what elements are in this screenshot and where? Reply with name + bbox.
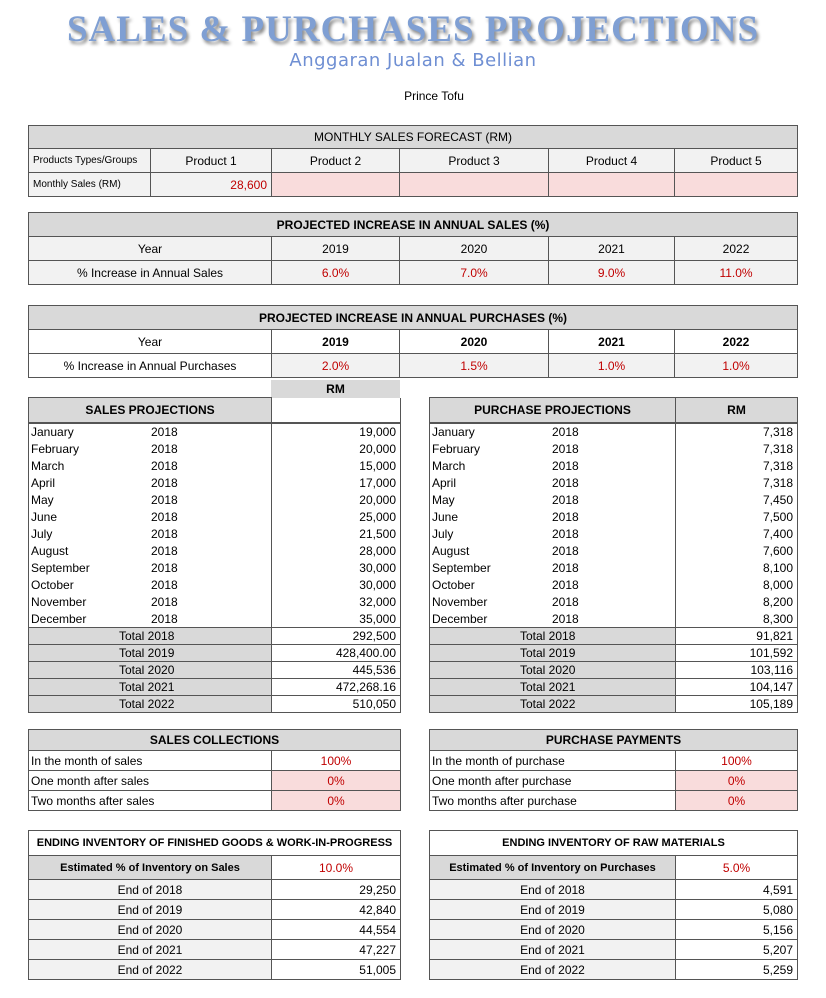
month-label: January xyxy=(31,425,74,440)
inventory-fg-estimate-input[interactable]: 10.0% xyxy=(272,856,401,880)
month-label: May xyxy=(31,493,54,507)
year-label: Year xyxy=(29,237,272,261)
row-value: 5,080 xyxy=(676,900,798,920)
row-label: End of 2019 xyxy=(29,900,272,920)
table-row xyxy=(29,543,401,560)
year-label: 2018 xyxy=(151,578,178,592)
year-header: 2019 xyxy=(272,237,400,261)
total-label: Total 2022 xyxy=(29,696,272,713)
purchase-increase-heading: PROJECTED INCREASE IN ANNUAL PURCHASES (%) xyxy=(29,306,798,330)
row-label: End of 2018 xyxy=(430,880,676,900)
month-label: October xyxy=(31,578,74,592)
monthly-sales-input[interactable] xyxy=(400,173,549,197)
month-cell xyxy=(29,543,272,560)
month-label: November xyxy=(31,595,87,609)
month-label: September xyxy=(31,561,90,575)
table-row xyxy=(430,594,798,611)
year-label: 2018 xyxy=(151,561,178,575)
percentage-input[interactable]: 0% xyxy=(676,791,798,811)
total-row xyxy=(430,696,798,713)
table-row xyxy=(430,920,798,940)
table-row xyxy=(430,751,798,771)
table-row xyxy=(430,560,798,577)
month-cell xyxy=(29,509,272,526)
year-label: 2018 xyxy=(552,442,579,456)
monthly-sales-label: Monthly Sales (RM) xyxy=(29,173,151,197)
year-label: 2018 xyxy=(151,442,178,456)
percentage-input[interactable]: 0% xyxy=(676,771,798,791)
row-label: End of 2022 xyxy=(29,960,272,980)
product-header: Product 2 xyxy=(272,149,400,173)
year-header: 2022 xyxy=(675,330,798,354)
total-label: Total 2020 xyxy=(430,662,676,679)
table-row xyxy=(430,611,798,628)
month-value: 7,600 xyxy=(676,543,798,560)
row-value: 4,591 xyxy=(676,880,798,900)
month-value: 7,500 xyxy=(676,509,798,526)
row-label: End of 2020 xyxy=(430,920,676,940)
month-cell xyxy=(29,560,272,577)
page-subtitle: Anggaran Jualan & Bellian xyxy=(289,50,537,71)
total-row xyxy=(430,628,798,645)
row-label: End of 2021 xyxy=(430,940,676,960)
month-cell xyxy=(430,543,676,560)
month-value: 30,000 xyxy=(272,560,401,577)
inventory-rm-estimate-label: Estimated % of Inventory on Purchases xyxy=(430,856,676,880)
table-row xyxy=(430,940,798,960)
table-row xyxy=(430,526,798,543)
product-header: Product 1 xyxy=(151,149,272,173)
year-label: 2018 xyxy=(552,476,579,490)
row-label: End of 2020 xyxy=(29,920,272,940)
table-row xyxy=(29,475,401,492)
row-label: One month after sales xyxy=(29,771,272,791)
month-cell xyxy=(430,594,676,611)
month-cell xyxy=(29,526,272,543)
year-label: 2018 xyxy=(552,527,579,541)
row-label: In the month of purchase xyxy=(430,751,676,771)
year-header: 2020 xyxy=(400,237,549,261)
year-label: 2018 xyxy=(552,595,579,609)
total-row xyxy=(430,645,798,662)
total-row xyxy=(430,662,798,679)
year-header: 2019 xyxy=(272,330,400,354)
table-row xyxy=(430,424,798,441)
month-value: 20,000 xyxy=(272,492,401,509)
monthly-sales-input[interactable] xyxy=(272,173,400,197)
month-cell xyxy=(430,509,676,526)
year-label: 2018 xyxy=(552,544,579,558)
sales-increase-label: % Increase in Annual Sales xyxy=(29,261,272,285)
row-label: End of 2018 xyxy=(29,880,272,900)
sales-projections-heading: SALES PROJECTIONS xyxy=(29,398,272,423)
row-label: End of 2021 xyxy=(29,940,272,960)
table-row xyxy=(29,940,401,960)
month-label: September xyxy=(432,561,491,575)
month-label: January xyxy=(432,425,475,440)
month-cell xyxy=(430,611,676,628)
month-cell xyxy=(29,424,272,441)
inventory-fg-estimate-label: Estimated % of Inventory on Sales xyxy=(29,856,272,880)
month-cell xyxy=(29,577,272,594)
month-value: 32,000 xyxy=(272,594,401,611)
sales-increase-table xyxy=(28,212,798,285)
month-cell xyxy=(29,458,272,475)
total-row xyxy=(29,628,401,645)
month-label: July xyxy=(31,527,53,541)
year-label: 2018 xyxy=(552,578,579,592)
sales-increase-input[interactable]: 7.0% xyxy=(400,261,549,285)
year-label: 2018 xyxy=(552,425,579,440)
inventory-fg-table xyxy=(28,830,401,980)
total-value: 103,116 xyxy=(676,662,798,679)
total-value: 105,189 xyxy=(676,696,798,713)
total-value: 292,500 xyxy=(272,628,401,645)
row-value: 51,005 xyxy=(272,960,401,980)
total-value: 472,268.16 xyxy=(272,679,401,696)
table-row xyxy=(29,960,401,980)
sales-unit-label: RM xyxy=(271,380,400,398)
table-row xyxy=(430,543,798,560)
products-types-label: Products Types/Groups xyxy=(29,149,151,173)
table-row xyxy=(29,509,401,526)
month-value: 8,200 xyxy=(676,594,798,611)
monthly-sales-input[interactable] xyxy=(549,173,675,197)
purchase-projections-heading: PURCHASE PROJECTIONS xyxy=(430,398,676,423)
table-row xyxy=(29,751,401,771)
sales-increase-input[interactable]: 6.0% xyxy=(272,261,400,285)
row-value: 5,156 xyxy=(676,920,798,940)
month-value: 20,000 xyxy=(272,441,401,458)
total-label: Total 2018 xyxy=(29,628,272,645)
total-label: Total 2021 xyxy=(430,679,676,696)
sales-projections-table xyxy=(28,397,401,713)
table-row xyxy=(430,900,798,920)
table-row xyxy=(430,492,798,509)
month-value: 30,000 xyxy=(272,577,401,594)
sales-unit-cell xyxy=(272,398,401,423)
year-label: 2018 xyxy=(151,611,178,626)
month-label: June xyxy=(432,510,459,524)
total-label: Total 2022 xyxy=(430,696,676,713)
month-cell xyxy=(29,441,272,458)
total-value: 428,400.00 xyxy=(272,645,401,662)
year-label: 2018 xyxy=(151,527,178,541)
month-value: 8,000 xyxy=(676,577,798,594)
row-label: End of 2019 xyxy=(430,900,676,920)
sales-collections-heading: SALES COLLECTIONS xyxy=(29,730,401,751)
month-label: March xyxy=(432,459,466,473)
year-label: 2018 xyxy=(151,425,178,440)
row-label: One month after purchase xyxy=(430,771,676,791)
total-row xyxy=(29,679,401,696)
year-header: 2021 xyxy=(549,237,675,261)
month-label: May xyxy=(432,493,455,507)
purchase-increase-input[interactable]: 1.0% xyxy=(549,354,675,378)
row-value: 47,227 xyxy=(272,940,401,960)
company-name: Prince Tofu xyxy=(404,89,464,103)
monthly-sales-input[interactable] xyxy=(675,173,798,197)
month-value: 25,000 xyxy=(272,509,401,526)
table-row xyxy=(29,771,401,791)
month-value: 7,318 xyxy=(676,475,798,492)
month-value: 35,000 xyxy=(272,611,401,628)
table-row xyxy=(29,791,401,811)
product-header: Product 3 xyxy=(400,149,549,173)
sales-increase-input[interactable]: 9.0% xyxy=(549,261,675,285)
month-label: April xyxy=(31,476,56,490)
percentage-input[interactable]: 0% xyxy=(272,791,401,811)
table-row xyxy=(430,458,798,475)
year-label: 2018 xyxy=(552,510,579,524)
product-header: Product 5 xyxy=(675,149,798,173)
table-row xyxy=(29,577,401,594)
purchase-payments-table xyxy=(429,729,798,811)
month-value: 17,000 xyxy=(272,475,401,492)
month-cell xyxy=(430,424,676,441)
month-cell xyxy=(430,492,676,509)
purchase-increase-input[interactable]: 2.0% xyxy=(272,354,400,378)
total-label: Total 2020 xyxy=(29,662,272,679)
month-label: December xyxy=(432,611,488,626)
monthly-forecast-heading: MONTHLY SALES FORECAST (RM) xyxy=(29,126,798,149)
total-label: Total 2019 xyxy=(29,645,272,662)
row-value: 42,840 xyxy=(272,900,401,920)
year-label: 2018 xyxy=(552,459,579,473)
month-cell xyxy=(430,577,676,594)
table-row xyxy=(29,526,401,543)
month-value: 7,318 xyxy=(676,441,798,458)
month-label: June xyxy=(31,510,58,524)
month-value: 8,300 xyxy=(676,611,798,628)
table-row xyxy=(430,509,798,526)
table-row xyxy=(430,441,798,458)
month-label: November xyxy=(432,595,488,609)
total-value: 510,050 xyxy=(272,696,401,713)
year-label: Year xyxy=(29,330,272,354)
month-value: 19,000 xyxy=(272,424,401,441)
year-label: 2018 xyxy=(151,493,178,507)
month-label: February xyxy=(432,442,481,456)
table-row xyxy=(29,560,401,577)
month-value: 21,500 xyxy=(272,526,401,543)
purchase-projections-table xyxy=(429,397,798,713)
month-value: 7,400 xyxy=(676,526,798,543)
year-header: 2022 xyxy=(675,237,798,261)
month-label: April xyxy=(432,476,457,490)
year-label: 2018 xyxy=(151,595,178,609)
month-cell xyxy=(29,475,272,492)
month-label: February xyxy=(31,442,80,456)
purchase-increase-label: % Increase in Annual Purchases xyxy=(29,354,272,378)
total-value: 101,592 xyxy=(676,645,798,662)
purchase-payments-heading: PURCHASE PAYMENTS xyxy=(430,730,798,751)
table-row xyxy=(430,791,798,811)
year-header: 2021 xyxy=(549,330,675,354)
sales-increase-heading: PROJECTED INCREASE IN ANNUAL SALES (%) xyxy=(29,213,798,237)
total-row xyxy=(29,662,401,679)
product-header: Product 4 xyxy=(549,149,675,173)
monthly-sales-input[interactable]: 28,600 xyxy=(151,173,272,197)
month-cell xyxy=(430,526,676,543)
month-value: 7,318 xyxy=(676,424,798,441)
month-cell xyxy=(430,441,676,458)
month-cell xyxy=(430,560,676,577)
table-row xyxy=(29,880,401,900)
month-cell xyxy=(29,492,272,509)
month-value: 28,000 xyxy=(272,543,401,560)
month-label: October xyxy=(432,578,475,592)
total-row xyxy=(29,645,401,662)
month-cell xyxy=(29,594,272,611)
monthly-sales-forecast-table xyxy=(28,125,798,197)
table-row xyxy=(29,611,401,628)
month-cell xyxy=(430,458,676,475)
year-label: 2018 xyxy=(552,561,579,575)
table-row xyxy=(29,920,401,940)
purchase-increase-input[interactable]: 1.0% xyxy=(675,354,798,378)
page-title: SALES & PURCHASES PROJECTIONS xyxy=(66,9,760,50)
table-row xyxy=(29,424,401,441)
month-label: August xyxy=(432,544,470,558)
year-label: 2018 xyxy=(151,459,178,473)
month-label: December xyxy=(31,611,87,626)
table-row xyxy=(29,458,401,475)
inventory-rm-table xyxy=(429,830,798,980)
table-row xyxy=(430,880,798,900)
table-row xyxy=(430,577,798,594)
month-label: August xyxy=(31,544,69,558)
table-row xyxy=(430,475,798,492)
year-label: 2018 xyxy=(151,544,178,558)
purchase-unit-label: RM xyxy=(676,398,798,423)
month-cell xyxy=(430,475,676,492)
row-label: Two months after sales xyxy=(29,791,272,811)
inventory-rm-heading: ENDING INVENTORY OF RAW MATERIALS xyxy=(430,831,798,856)
table-row xyxy=(430,960,798,980)
total-label: Total 2019 xyxy=(430,645,676,662)
table-row xyxy=(29,900,401,920)
table-row xyxy=(29,441,401,458)
sales-collections-table xyxy=(28,729,401,811)
year-header: 2020 xyxy=(400,330,549,354)
inventory-rm-estimate-input[interactable]: 5.0% xyxy=(676,856,798,880)
year-label: 2018 xyxy=(552,611,579,626)
total-value: 445,536 xyxy=(272,662,401,679)
total-row xyxy=(29,696,401,713)
row-label: In the month of sales xyxy=(29,751,272,771)
year-label: 2018 xyxy=(552,493,579,507)
month-cell xyxy=(29,611,272,628)
table-row xyxy=(430,771,798,791)
year-label: 2018 xyxy=(151,510,178,524)
percentage-input[interactable]: 0% xyxy=(272,771,401,791)
row-label: Two months after purchase xyxy=(430,791,676,811)
month-label: March xyxy=(31,459,65,473)
year-label: 2018 xyxy=(151,476,178,490)
sales-increase-input[interactable]: 11.0% xyxy=(675,261,798,285)
percentage-input[interactable]: 100% xyxy=(676,751,798,771)
total-value: 104,147 xyxy=(676,679,798,696)
total-label: Total 2021 xyxy=(29,679,272,696)
row-value: 5,259 xyxy=(676,960,798,980)
month-value: 15,000 xyxy=(272,458,401,475)
table-row xyxy=(29,594,401,611)
table-row xyxy=(29,492,401,509)
purchase-increase-table xyxy=(28,305,798,378)
purchase-increase-input[interactable]: 1.5% xyxy=(400,354,549,378)
total-value: 91,821 xyxy=(676,628,798,645)
percentage-input[interactable]: 100% xyxy=(272,751,401,771)
total-label: Total 2018 xyxy=(430,628,676,645)
month-value: 8,100 xyxy=(676,560,798,577)
row-value: 5,207 xyxy=(676,940,798,960)
month-value: 7,318 xyxy=(676,458,798,475)
total-row xyxy=(430,679,798,696)
row-value: 29,250 xyxy=(272,880,401,900)
month-value: 7,450 xyxy=(676,492,798,509)
inventory-fg-heading: ENDING INVENTORY OF FINISHED GOODS & WORK-IN-PROGRESS xyxy=(29,831,401,856)
month-label: July xyxy=(432,527,454,541)
row-value: 44,554 xyxy=(272,920,401,940)
row-label: End of 2022 xyxy=(430,960,676,980)
